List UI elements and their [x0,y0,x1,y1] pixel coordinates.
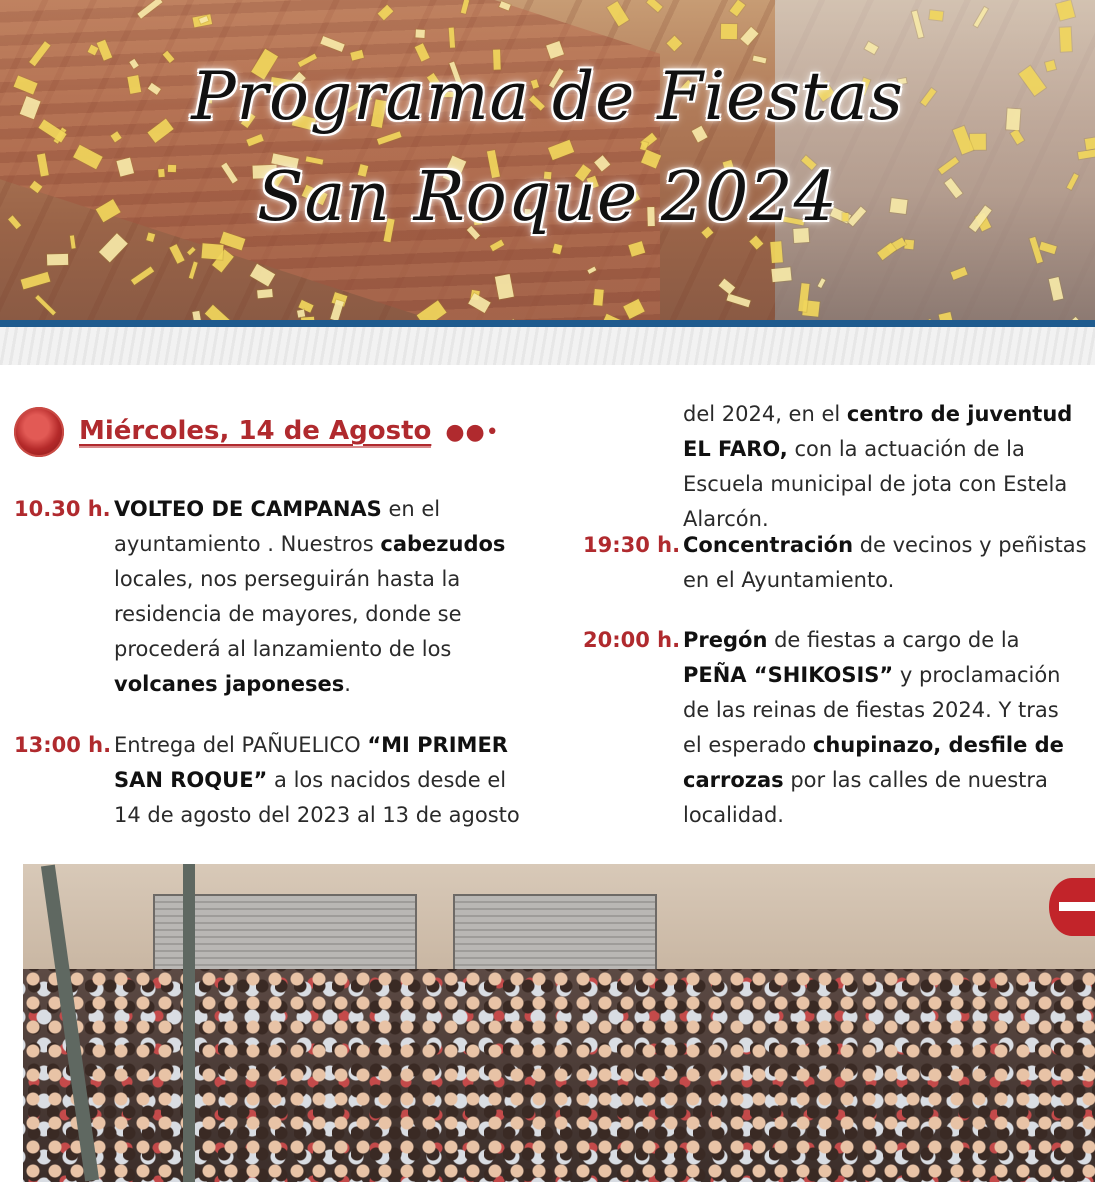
confetti-piece [490,239,504,251]
confetti-piece [647,0,663,12]
confetti-piece [170,244,185,264]
confetti-piece [47,254,68,266]
confetti-piece [378,5,394,21]
entry-highlight: “MI PRIMER SAN ROQUE” [114,733,508,792]
confetti-piece [951,267,968,280]
entry-text: Entrega del PAÑUELICO [114,733,368,757]
confetti-piece [864,42,877,54]
confetti-piece [974,7,988,28]
entry-time: 19:30 h. [583,533,681,557]
no-entry-sign-icon [1049,878,1095,936]
confetti-piece [98,233,127,263]
entry-time: 10.30 h. [14,497,111,521]
confetti-piece [629,241,646,256]
confetti-piece [818,278,826,288]
confetti-piece [247,135,264,147]
confetti-piece [750,236,764,250]
confetti-piece [721,24,737,39]
confetti-piece [726,294,750,308]
confetti-piece [929,11,943,21]
confetti-piece [415,30,425,39]
entry-text: con la actuación de la Escuela municipal de jota con Estela Alarcón. [683,437,1068,531]
entry-text: de vecinos y peñistas en el Ayuntamiento. [683,533,1087,592]
entry-highlight: PEÑA “SHIKOSIS” [683,663,894,687]
confetti-piece [1057,0,1076,20]
entry-description [114,728,534,833]
entry-text: . [344,672,351,696]
confetti-piece [608,1,630,26]
confetti-piece [772,267,792,282]
entry-text: por las calles de nuestra localidad. [683,768,1048,827]
photo-pole [183,864,195,1182]
entry-highlight: volcanes japoneses [114,672,345,696]
confetti-piece [912,11,924,39]
day-badge-icon [14,407,64,457]
entry-highlight: centro de juventud EL FARO, [683,402,1073,461]
confetti-piece [594,289,604,305]
day-title: Miércoles, 14 de Agosto [79,416,432,446]
entry-text: locales, nos perseguirán hasta la residencia de mayores, donde se procederá al lanzamiento de los [114,567,462,661]
entry-description [114,492,534,702]
confetti-piece [877,242,896,259]
confetti-piece [448,28,454,48]
confetti-piece [494,274,513,299]
entry-text: y proclamación de las reinas de fiestas 2024. Y tras el esperado [683,663,1061,757]
day-heading [14,406,500,458]
entry-description [683,623,1083,833]
confetti-piece [499,2,510,11]
confetti-piece [35,294,56,314]
entry-highlight: chupinazo, desfile de carrozas [683,733,1064,792]
banner-title-line-1: Programa de Fiestas [191,58,904,135]
dots-decoration-icon: ●●• [445,419,500,445]
confetti-piece [667,36,682,51]
confetti-piece [320,36,344,52]
grey-texture-band [0,327,1095,365]
confetti-piece [1085,137,1095,150]
confetti-piece [189,261,198,278]
confetti-piece [740,26,759,45]
confetti-piece [257,289,273,298]
header-banner [0,0,1095,323]
blue-divider-band [0,320,1095,327]
entry-highlight: Concentración [683,533,854,557]
entry-description [683,528,1095,598]
confetti-piece [546,41,564,59]
confetti-piece [729,0,744,16]
confetti-piece [1060,27,1072,51]
entry-text: de fiestas a cargo de la [767,628,1020,652]
confetti-piece [719,279,735,295]
confetti-piece [202,243,224,260]
entry-highlight: Pregón [683,628,768,652]
confetti-piece [1049,277,1063,301]
entry-text: del 2024, en el [683,402,847,426]
entry-highlight: VOLTEO DE CAMPANAS [114,497,382,521]
confetti-piece [461,0,469,14]
confetti-piece [137,0,162,19]
entry-time: 13:00 h. [14,733,112,757]
banner-title-line-2: San Roque 2024 [257,158,838,237]
entry-time: 20:00 h. [583,628,681,652]
entry-text: en el ayuntamiento . Nuestros [114,497,441,556]
confetti-piece [297,310,305,318]
entry-highlight: cabezudos [380,532,506,556]
confetti-piece [88,45,99,56]
confetti-piece [131,267,154,285]
confetti-piece [1040,242,1058,254]
confetti-piece [624,299,645,319]
festival-crowd-photo [23,864,1095,1182]
confetti-piece [249,264,274,287]
entry-text-continued: a los nacidos desde el 14 de agosto del 2023 al 13 de agosto [114,768,520,827]
confetti-piece [469,293,491,313]
confetti-piece [588,267,597,274]
confetti-piece [21,272,50,289]
confetti-piece [553,244,563,255]
confetti-piece [187,246,196,255]
confetti-piece [1029,236,1043,263]
confetti-piece [771,241,783,263]
entry-description [683,397,1095,537]
